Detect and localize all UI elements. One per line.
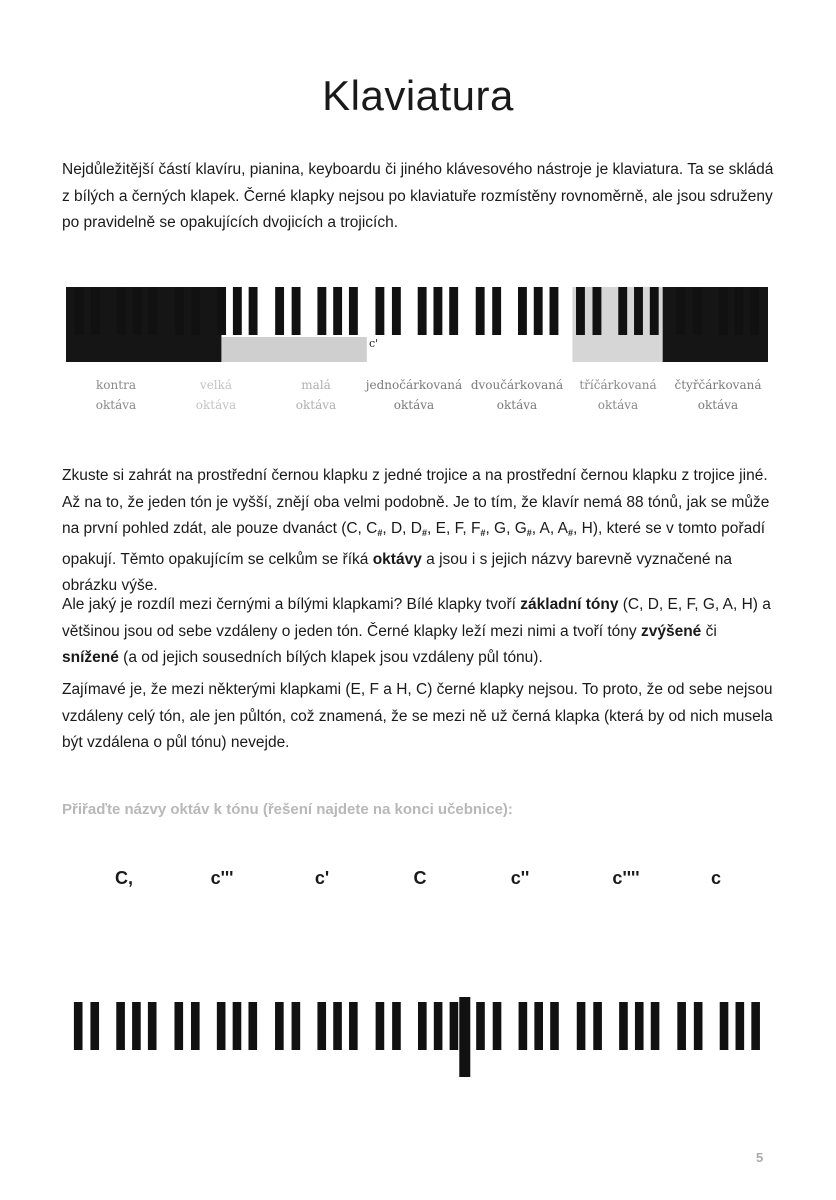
octaves-paragraph: Zkuste si zahrát na prostřední černou klapku z jedné trojice a na prostřední černou klapku z trojice jiné. Až na to, že jeden tón je vyšší, znějí oba velmi podobně. Je to tím, že klavír nemá 88 tónů, jak se může na první pohled zdát, ale pouze dvanáct (C, $C_{\#}$, D, $D_{\#}$, E, F, $F_{\#}$, G, $G_{\#}$, A, $A_{\#}$, H), které se v tomto pořadí opakují. Těmto opakujícím se celkům se říká oktávy a jsou i s jejich názvy barevně vyznačené na obrázku výše. [62,467,770,594]
black-key [534,287,543,335]
black-key [493,1002,502,1050]
black-key [333,287,342,335]
black-key [593,1002,602,1050]
black-key [492,287,501,335]
black-key [91,287,100,335]
black-key [249,287,258,335]
black-key [148,287,157,335]
black-key [292,287,301,335]
tone-label: c''' [210,868,234,888]
black-key [677,1002,686,1050]
black-key [476,287,485,335]
octave-label-kontra: kontra oktáva [95,378,137,412]
octave-label-dvoucarkovana: dvoučárkovaná oktáva [470,378,564,412]
black-key [534,1002,543,1050]
tone-label: c [710,868,722,888]
black-key [719,287,728,335]
tone-label: C, [115,868,133,888]
black-key [694,1002,703,1050]
black-key [449,287,458,335]
black-key [518,287,527,335]
black-key [593,287,602,335]
black-key [418,287,427,335]
black-key [750,287,759,335]
term-snizene: snížené [62,649,119,666]
term-oktavy: oktávy [372,550,422,568]
black-key [275,1002,284,1050]
black-key [75,287,84,335]
keyboard-exercise-svg [66,997,770,1085]
keyboard-octaves-diagram [66,287,768,362]
black-key [175,287,184,335]
black-key [132,1002,141,1050]
black-key [577,1002,586,1050]
black-key [233,1002,242,1050]
black-key [90,1002,99,1050]
black-key [275,287,284,335]
octave-label-jednocarkovana: jednočárkovaná oktáva [365,378,463,412]
black-key [148,1002,157,1050]
black-key [734,287,743,335]
black-key [191,1002,200,1050]
black-key [720,1002,729,1050]
tone-label: C [413,868,427,888]
black-key [434,1002,443,1050]
tone-label: c'''' [612,868,640,888]
black-key [375,287,384,335]
black-key [751,1002,760,1050]
black-key [133,287,142,335]
black-key [317,287,326,335]
tone-label: c'' [510,868,530,888]
black-key [174,1002,183,1050]
middle-c-label: c' [369,337,379,350]
black-key [550,1002,559,1050]
black-key [191,287,200,335]
tone-label: c' [314,868,330,888]
black-key [693,287,702,335]
term-zakladni-tony: základní tóny [520,596,619,613]
exercise-title: Přiřaďte názvy oktáv k tónu (řešení najdete na konci učebnice): [62,801,513,818]
semitone-paragraph: Zajímavé je, že mezi některými klapkami (E, F a H, C) černé klapky nejsou. To proto, že od sebe nejsou vzdáleny celý tón, ale jen půltón, což znamená, že se mezi ně už černá klapka (která by od nich musela být vzdálena o půl tónu) nevejde. [62,681,773,751]
black-key [392,287,401,335]
octave-label-tricarkovana: tříčárkovaná oktáva [579,378,657,412]
black-key [676,287,685,335]
black-key [476,1002,485,1050]
black-key [618,287,627,335]
keys-difference-paragraph: Ale jaký je rozdíl mezi černými a bílými klapkami? Bílé klapky tvoří základní tóny (C, D, E, F, G, A, H) a většinou jsou od sebe vzdáleny o jeden tón. Černé klapky leží mezi nimi a tvoří tóny zvýšené či snížené (a od jejich sousedních bílých klapek jsou vzdáleny půl tónu). [62,596,771,666]
octave-label-velka: velká oktáva [195,378,237,412]
black-key [333,1002,342,1050]
black-key [651,1002,660,1050]
black-key [117,287,126,335]
black-key [233,287,242,335]
black-key [248,1002,257,1050]
octave-labels [66,375,768,417]
black-key [650,287,659,335]
black-key [450,1002,459,1050]
exercise-tones [0,868,836,898]
octave-label-ctyrcarkovana: čtyřčárkovaná oktáva [674,378,762,412]
page-title: Klaviatura [322,72,514,119]
page-number: 5 [756,1150,764,1165]
black-key [519,1002,528,1050]
black-key [619,1002,628,1050]
black-key [576,287,585,335]
term-zvysene: zvýšené [640,622,702,640]
intro-paragraph: Nejdůležitější částí klavíru, pianina, keyboardu či jiného klávesového nástroje je klaviatura. Ta se skládá z bílých a černých klapek. Černé klapky nejsou po klaviatuře rozmístěny rovnoměrně, ale jsou sdruženy po pravidelně se opakujících dvojicích a trojicích. [62,161,774,231]
black-key [317,1002,326,1050]
black-key [376,1002,385,1050]
keyboard-exercise-diagram [66,997,770,1085]
black-key [392,1002,401,1050]
black-key [349,1002,358,1050]
octave-band-velka-shade [221,337,366,362]
black-key [433,287,442,335]
black-key [217,1002,226,1050]
black-key [634,287,643,335]
black-key [116,1002,125,1050]
keyboard-octaves-svg [66,287,768,362]
black-key [217,287,226,335]
black-key [292,1002,301,1050]
black-key [635,1002,644,1050]
black-key [418,1002,427,1050]
octave-label-mala: malá oktáva [295,378,337,412]
middle-c-marker [459,997,470,1077]
black-key [736,1002,745,1050]
black-key [349,287,358,335]
black-key [74,1002,83,1050]
black-key [550,287,559,335]
